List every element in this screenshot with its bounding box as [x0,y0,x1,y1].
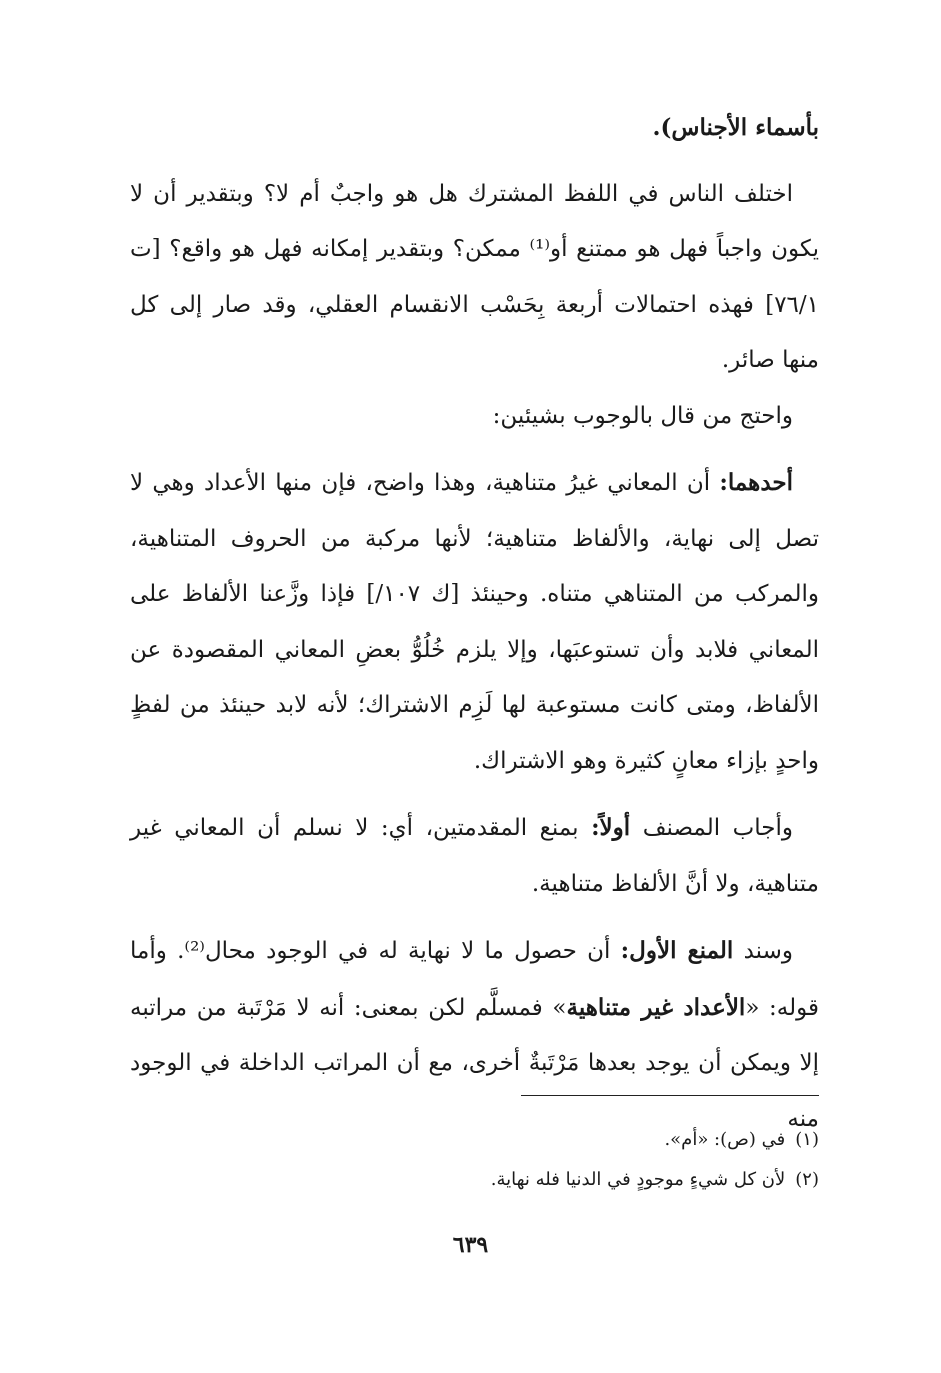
footnotes [130,1120,819,1200]
paragraph-3 [130,455,819,789]
page-number: ٦٣٩ [452,1232,489,1258]
paragraph-4-text-a: وأجاب المصنف [630,815,793,841]
footnote-1 [130,1120,819,1160]
paragraph-5-text-b: أن حصول ما لا نهاية له في الوجود محال⁽²⁾. وأما قوله: « [130,938,819,1021]
paragraph-4-text-b: بمنع المقدمتين، أي: لا نسلم أن المعاني غير متناهية، ولا أنَّ الألفاظ متناهية. [130,815,819,897]
quoted-phrase: الأعداد غير متناهية [566,993,746,1021]
footnote-2 [130,1160,819,1200]
first-objection-label: المنع الأول: [620,937,734,964]
footnote-text: في (ص): «أم». [664,1129,786,1150]
footnote-number: (٢) [795,1169,819,1190]
paragraph-1: اختلف الناس في اللفظ المشترك هل هو واجبٌ أم لا؟ وبتقدير أن لا يكون واجباً فهل هو ممتنع أو⁽¹⁾ ممكن؟ وبتقدير إمكانه فهل هو واقع؟ [ت ٧٦/١] فهذه احتمالات أربعة بِحَسْب الانقسام العقلي، وقد صار إلى كل منها صائر. [130,180,819,373]
first-answer-label: أولاً: [591,814,631,841]
heading-line: بأسماء الأجناس). [652,114,819,141]
paragraph-5-text-c: » فمسلَّم لكن بمعنى: أنه لا مَرْتَبة من مراتبه إلا ويمكن أن يوجد بعدها مَرْتَبةٌ أخرى، مع أن المراتب الداخلة في الوجود منه [130,994,819,1132]
paragraph-3-text: أن المعاني غيرُ متناهية، وهذا واضح، فإن منها الأعداد وهي لا تصل إلى نهاية، والألفاظ متناهية؛ لأنها مركبة من الحروف المتناهية، والمركب من المتناهي متناه. وحينئذ [ك ١٠٧/] فإذا وزَّعنا الألفاظ على المعاني فلابد وأن تستوعبَها، وإلا يلزم خُلُوُّ بعضِ المعاني المقصودة عن الألفاظ، ومتى كانت مستوعبة لها لَزِم الاشتراك؛ لأنه لابد حينئذ من لفظٍ واحدٍ بإزاء معانٍ كثيرة وهو الاشتراك. [130,470,819,774]
paragraph-5 [130,923,819,1147]
paragraph-4 [130,800,819,912]
footnote-number: (١) [795,1129,819,1150]
footnote-divider [521,1095,819,1096]
paragraph-2: واحتج من قال بالوجوب بشيئين: [492,402,793,429]
footnote-text: لأن كل شيءٍ موجودٍ في الدنيا فله نهاية. [490,1169,786,1190]
first-argument-label: أحدهما: [719,469,793,496]
main-text [130,100,819,1147]
paragraph-5-text-a: وسند [733,938,793,964]
